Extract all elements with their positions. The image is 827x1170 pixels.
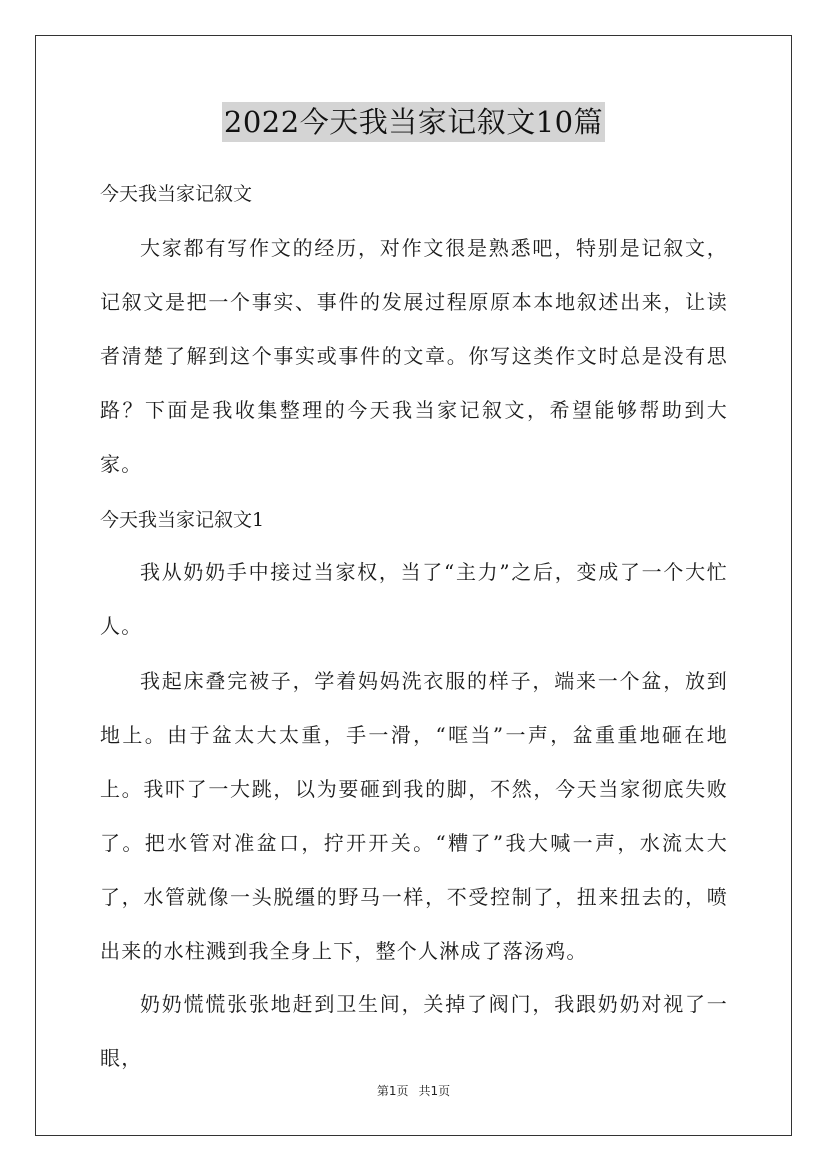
- essay1-paragraph-1: 我从奶奶手中接过当家权，当了“主力”之后，变成了一个大忙人。: [100, 560, 728, 638]
- intro-heading: 今天我当家记叙文: [100, 183, 253, 205]
- essay1-paragraph-2: 我起床叠完被子，学着妈妈洗衣服的样子，端来一个盆，放到地上。由于盆太大太重，手一滑，“哐当”一声，盆重重地砸在地上。我吓了一大跳，以为要砸到我的脚，不然，今天当家彻底失败了。把水管对准盆口，拧开开关。“糟了”我大喊一声，水流太大了，水管就像一头脱缰的野马一样，不受控制了，扭来扭去的，喷出来的水柱溅到我全身上下，整个人淋成了落汤鸡。: [100, 669, 728, 963]
- page-total: 共1页: [418, 1084, 451, 1098]
- intro-paragraph: 大家都有写作文的经历，对作文很是熟悉吧，特别是记叙文，记叙文是把一个事实、事件的发展过程原原本本地叙述出来，让读者清楚了解到这个事实或事件的文章。你写这类作文时总是没有思路？下面是我收集整理的今天我当家记叙文，希望能够帮助到大家。: [100, 236, 728, 476]
- title-container: [0, 102, 827, 142]
- page-number: 第1页: [376, 1084, 409, 1098]
- page-footer: [0, 1082, 827, 1099]
- document-title: 2022今天我当家记叙文10篇: [222, 102, 605, 142]
- essay1-heading: 今天我当家记叙文1: [100, 509, 265, 531]
- essay1-paragraph-3: 奶奶慌慌张张地赶到卫生间，关掉了阀门，我跟奶奶对视了一眼，: [100, 992, 728, 1070]
